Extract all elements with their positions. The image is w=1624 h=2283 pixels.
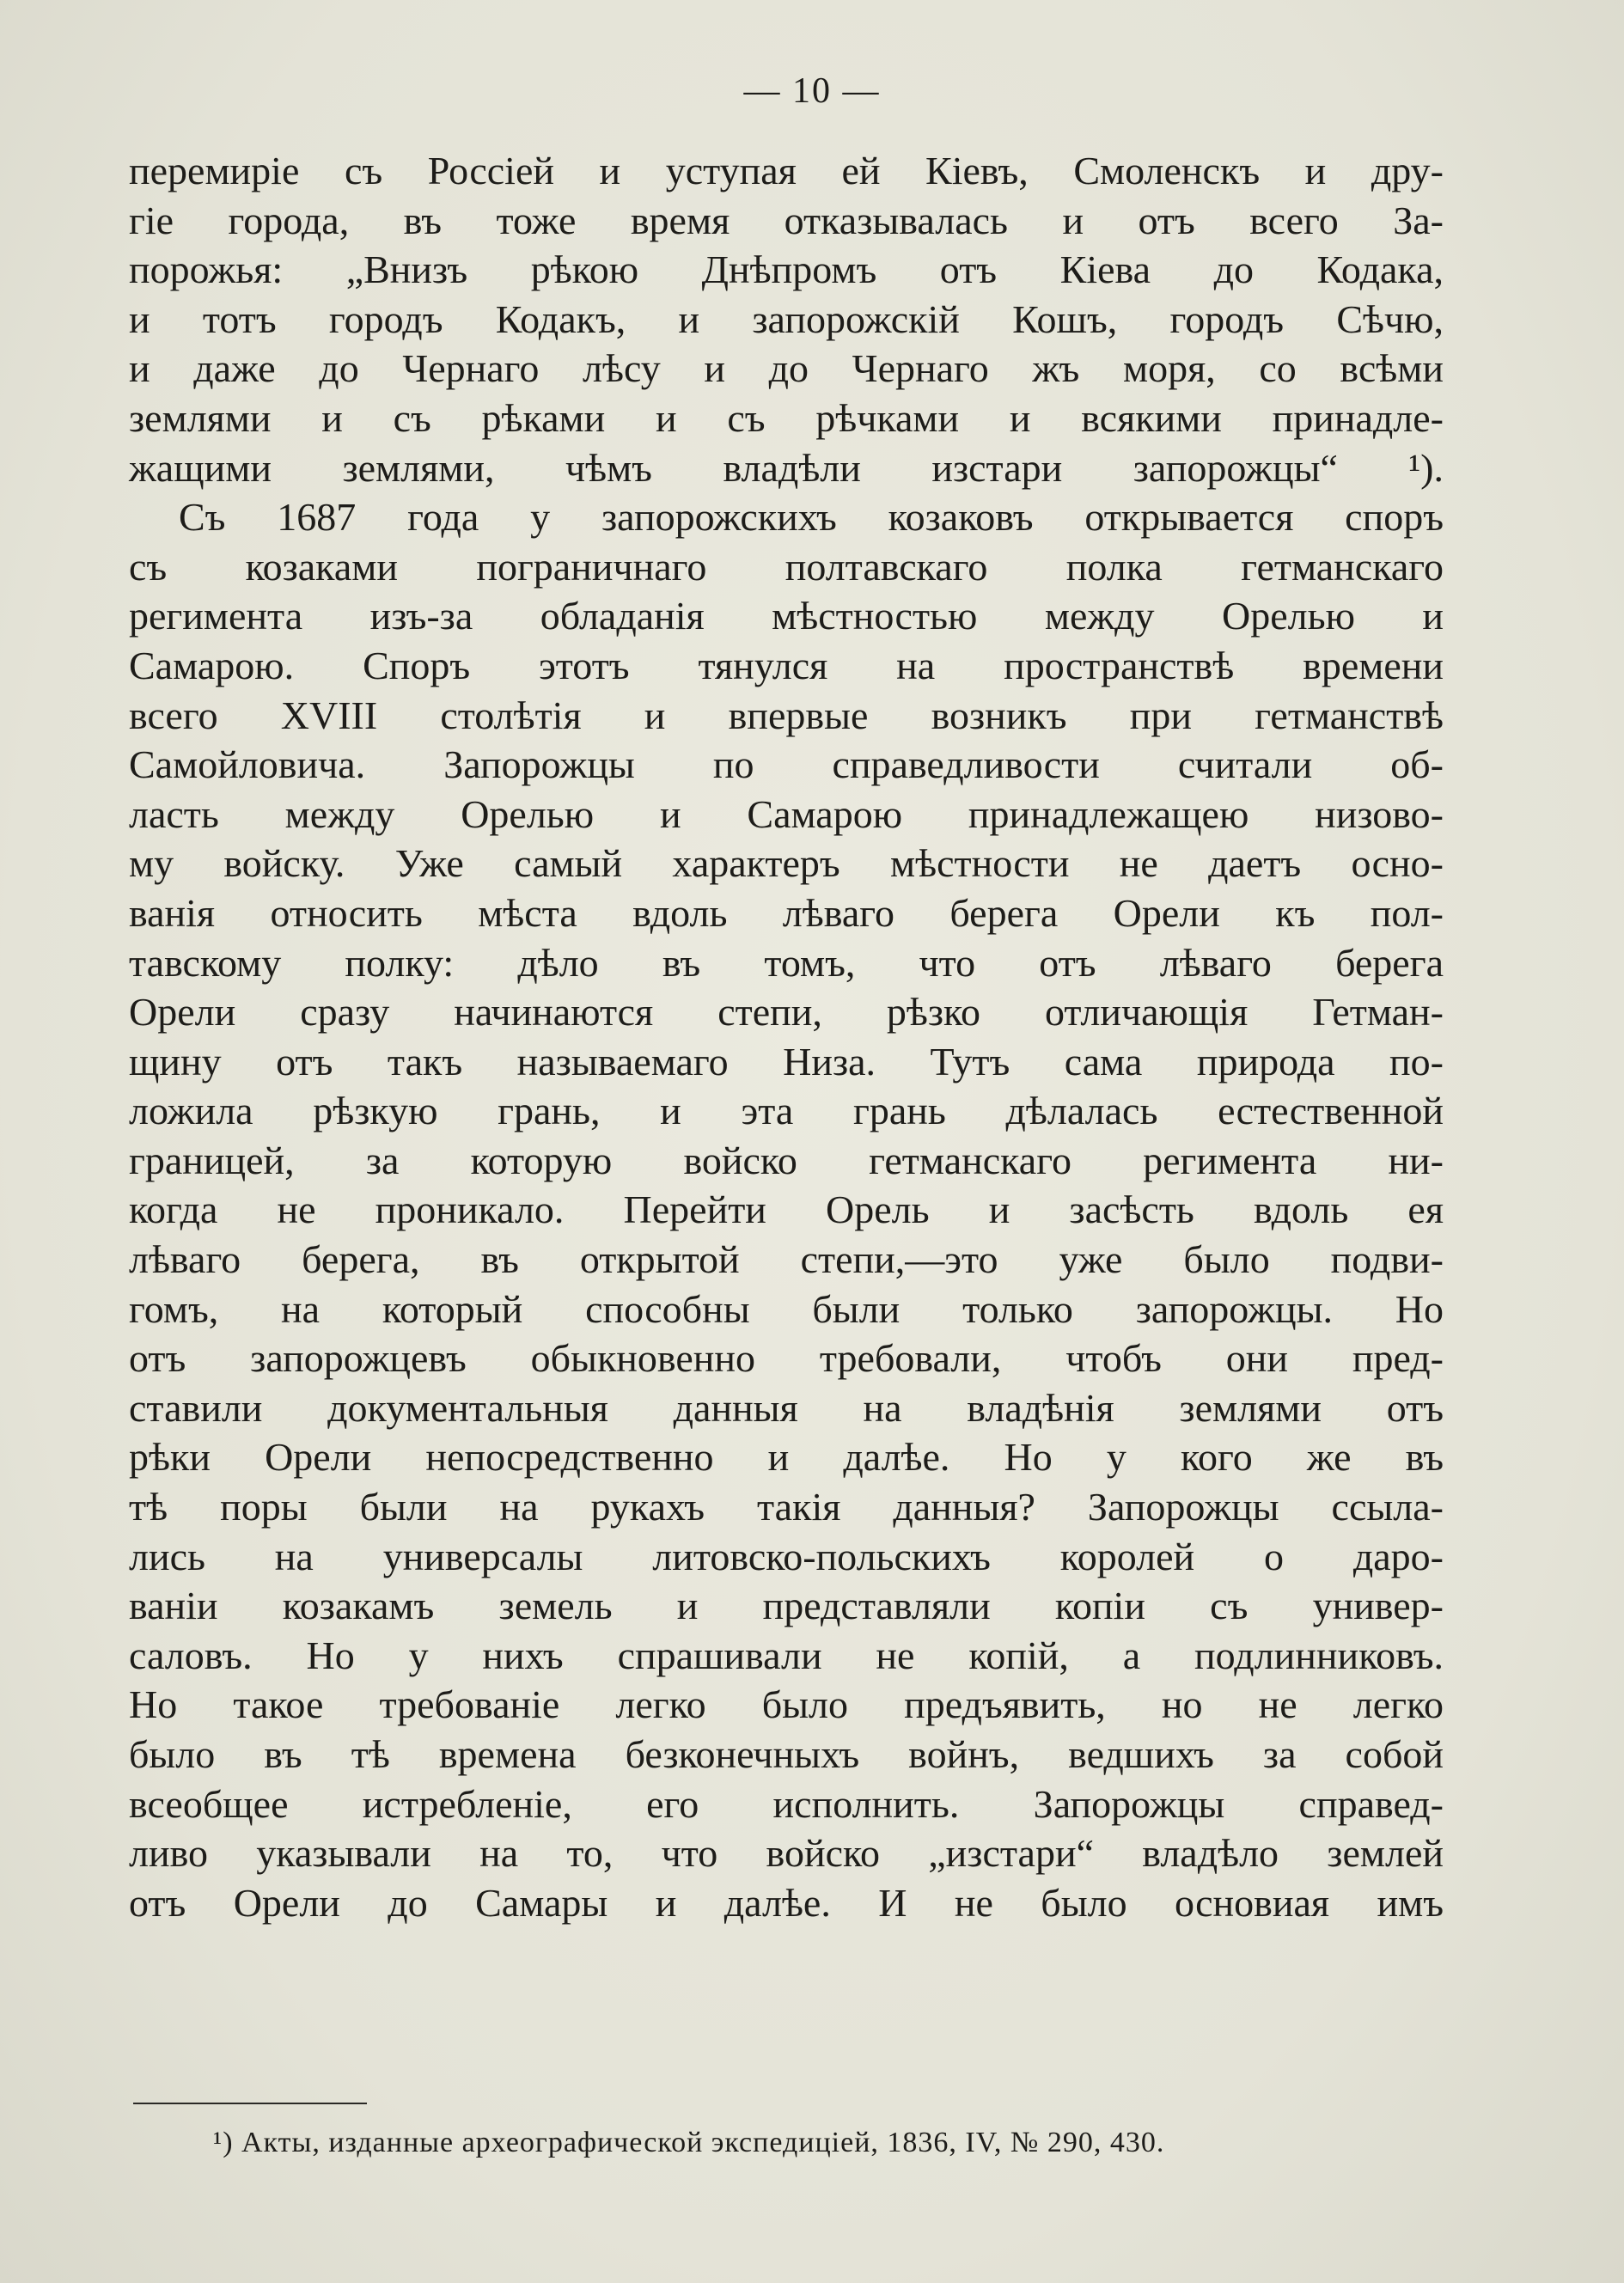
text-line: ставили документальныя данныя на владѣнія землями отъ xyxy=(129,1385,1444,1430)
text-line: всего XVIII столѣтія и впервые возникъ при гетманствѣ xyxy=(129,693,1444,737)
text-line: рѣки Орели непосредственно и далѣе. Но у кого же въ xyxy=(129,1435,1444,1480)
text-line: и тотъ городъ Кодакъ, и запорожскій Кошъ, городъ Сѣчю, xyxy=(129,296,1444,341)
text-line: когда не проникало. Перейти Орель и засѣсть вдоль ея xyxy=(129,1187,1444,1232)
text-line: тѣ поры были на рукахъ такія данныя? Запорожцы ссыла- xyxy=(129,1485,1444,1529)
text-line: Самойловича. Запорожцы по справедливости считали об- xyxy=(129,742,1444,787)
text-line: отъ запорожцевъ обыкновенно требовали, чтобъ они пред- xyxy=(129,1336,1444,1381)
text-line: ванія относить мѣста вдоль лѣваго берега Орели къ пол- xyxy=(129,890,1444,935)
text-line: ложила рѣзкую грань, и эта грань дѣлалась естественной xyxy=(129,1089,1444,1133)
text-line: щину отъ такъ называемаго Низа. Тутъ сама природа по- xyxy=(129,1039,1444,1084)
text-line: отъ Орели до Самары и далѣе. И не было основиая имъ xyxy=(129,1880,1444,1925)
text-line: ваніи козакамъ земель и представляли копіи съ универ- xyxy=(129,1584,1444,1628)
text-line: всеобщее истребленіе, его исполнить. Запорожцы справед- xyxy=(129,1781,1444,1826)
paragraph-2 xyxy=(129,492,1444,1927)
text-line: Самарою. Споръ этотъ тянулся на пространствѣ времени xyxy=(129,643,1444,687)
text-line: перемиріе съ Россіей и уступая ей Кіевъ, Смоленскъ и дру- xyxy=(129,149,1444,192)
text-line: ливо указывали на то, что войско „изстари“ владѣло землей xyxy=(129,1831,1444,1876)
text-line: и даже до Чернаго лѣсу и до Чернаго жъ моря, со всѣми xyxy=(129,346,1444,391)
text-line: тавскому полку: дѣло въ томъ, что отъ лѣваго берега xyxy=(129,940,1444,985)
text-line: регимента изъ-за обладанія мѣстностью между Орелью и xyxy=(129,594,1444,638)
text-line: порожья: „Внизъ рѣкою Днѣпромъ отъ Кіева до Кодака, xyxy=(129,247,1444,292)
text-line: гомъ, на который способны были только запорожцы. Но xyxy=(129,1286,1444,1331)
text-line: Но такое требованіе легко было предъявить, но не легко xyxy=(129,1682,1444,1727)
text-line: съ козаками пограничнаго полтавскаго полка гетманскаго xyxy=(129,544,1444,589)
text-line: границей, за которую войско гетманскаго регимента ни- xyxy=(129,1138,1444,1182)
text-line: лѣваго берега, въ открытой степи,—это уже было подви- xyxy=(129,1237,1444,1282)
text-line: саловъ. Но у нихъ спрашивали не копій, а подлинниковъ. xyxy=(129,1633,1444,1677)
paragraph-1 xyxy=(129,146,1444,492)
text-line: Орели сразу начинаются степи, рѣзко отличающія Гетман- xyxy=(129,990,1444,1035)
page-number: — 10 — xyxy=(743,71,881,111)
text-line: было въ тѣ времена безконечныхъ войнъ, ведшихъ за собой xyxy=(129,1732,1444,1776)
text-line: му войску. Уже самый характеръ мѣстности не даетъ осно- xyxy=(129,841,1444,886)
text-line: лись на универсалы литовско-польскихъ королей о даро- xyxy=(129,1534,1444,1578)
text-line: ласть между Орелью и Самарою принадлежащею низово- xyxy=(129,791,1444,836)
footnote-divider xyxy=(133,2103,367,2104)
body-text xyxy=(129,146,1444,1927)
footnote: ¹) Акты, изданные археографической экспедиціей, 1836, IV, № 290, 430. xyxy=(213,2127,1165,2158)
text-line: Съ 1687 года у запорожскихъ козаковъ открывается споръ xyxy=(179,495,1444,540)
text-line: землями и съ рѣками и съ рѣчками и всякими принадле- xyxy=(129,395,1444,440)
text-line: жащими землями, чѣмъ владѣли изстари запорожцы“ ¹). xyxy=(129,445,1444,490)
text-line: гіе города, въ тоже время отказывалась и отъ всего За- xyxy=(129,198,1444,242)
